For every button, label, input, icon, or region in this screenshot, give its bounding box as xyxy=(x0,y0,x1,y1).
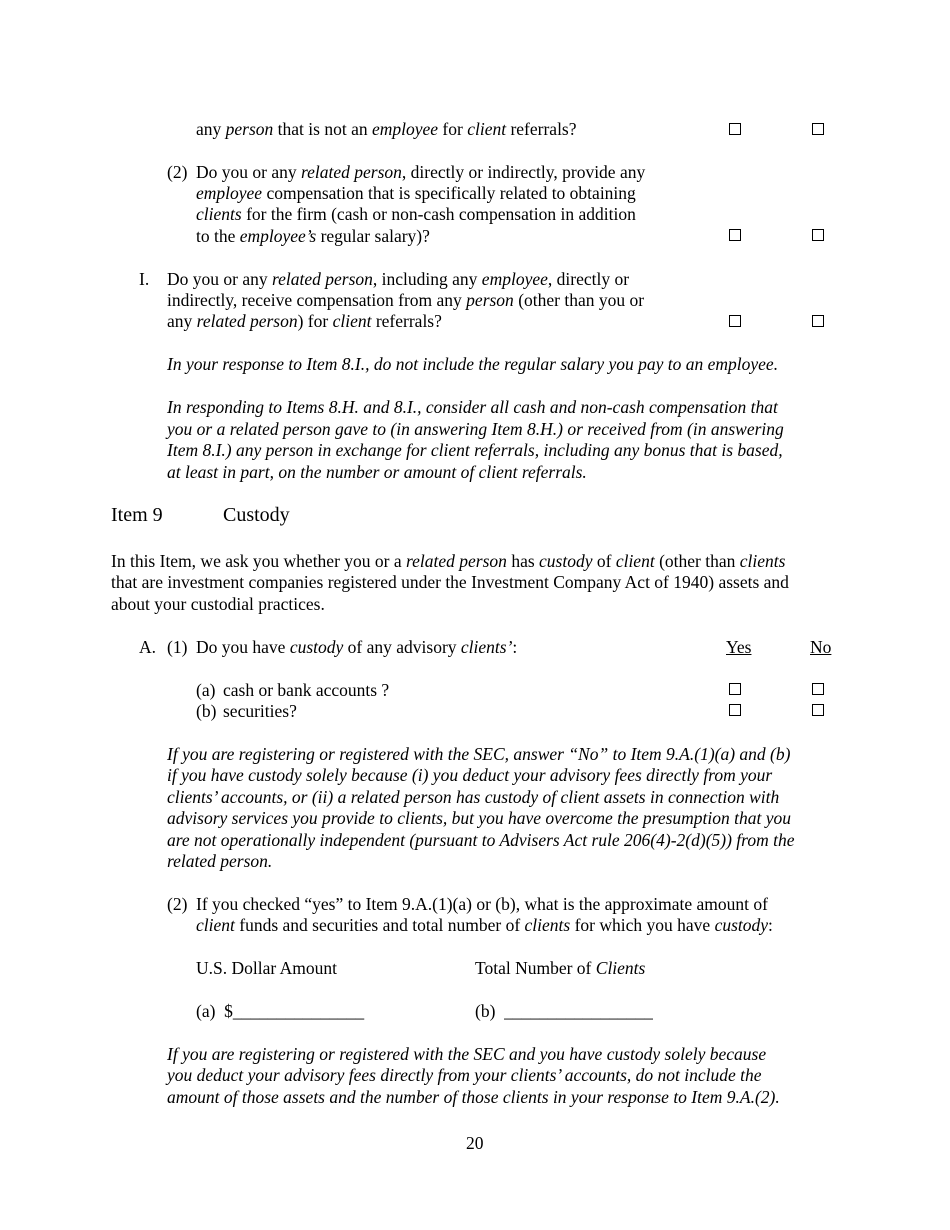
item-8h2-number: (2) xyxy=(167,162,188,182)
note-items-8h-8i-line: at least in part, on the number or amount of client referrals. xyxy=(167,462,587,482)
item-8i-no-checkbox[interactable] xyxy=(812,315,824,327)
item-9-number: Item 9 xyxy=(111,504,163,526)
note-item-9a1-line: clients’ accounts, or (ii) a related person has custody of client assets in connection with xyxy=(167,787,780,807)
item-9a1b-text: securities? xyxy=(223,701,297,721)
item-9a1a-label: (a) xyxy=(196,680,216,700)
no-column-header: No xyxy=(810,637,832,657)
item-9a1b-label: (b) xyxy=(196,701,217,721)
note-item-8i: In your response to Item 8.I., do not include the regular salary you pay to an employee. xyxy=(167,354,779,374)
us-dollar-amount-label: U.S. Dollar Amount xyxy=(196,958,337,978)
note-item-9a1-line: If you are registering or registered with the SEC, answer “No” to Item 9.A.(1)(a) and (b) xyxy=(167,744,791,764)
item-8i-line: any related person) for client referrals? xyxy=(167,311,442,331)
item-9a1-number: (1) xyxy=(167,637,188,657)
item-9a1a-yes-checkbox[interactable] xyxy=(729,683,741,695)
item-8h2-yes-checkbox[interactable] xyxy=(729,229,741,241)
item-9a1a-no-checkbox[interactable] xyxy=(812,683,824,695)
item-9-intro-line: that are investment companies registered under the Investment Company Act of 1940) assets and xyxy=(111,572,789,592)
item-9a2-line: If you checked “yes” to Item 9.A.(1)(a) or (b), what is the approximate amount of xyxy=(196,894,768,914)
note-items-8h-8i-line: In responding to Items 8.H. and 8.I., consider all cash and non-cash compensation that xyxy=(167,397,778,417)
item-8h2-no-checkbox[interactable] xyxy=(812,229,824,241)
dollar-amount-field[interactable]: (a) $_______________ xyxy=(196,1001,365,1021)
item-8h1-yes-checkbox[interactable] xyxy=(729,123,741,135)
item-9a1b-yes-checkbox[interactable] xyxy=(729,704,741,716)
page-number: 20 xyxy=(466,1133,484,1153)
note-items-8h-8i-line: you or a related person gave to (in answering Item 8.H.) or received from (in answering xyxy=(167,419,784,439)
total-number-of-clients-label: Total Number of Clients xyxy=(475,958,646,978)
item-9a1a-text: cash or bank accounts ? xyxy=(223,680,390,700)
number-of-clients-field[interactable]: (b) _________________ xyxy=(475,1001,653,1021)
item-9-intro-line: about your custodial practices. xyxy=(111,594,325,614)
note-item-9a1-line: advisory services you provide to clients, but you have overcome the presumption that you xyxy=(167,808,792,828)
item-8h1-no-checkbox[interactable] xyxy=(812,123,824,135)
item-8h2-line: clients for the firm (cash or non-cash compensation in addition xyxy=(196,204,636,224)
note-items-8h-8i-line: Item 8.I.) any person in exchange for client referrals, including any bonus that is based, xyxy=(167,440,783,460)
note-item-9a2-line: If you are registering or registered with the SEC and you have custody solely because xyxy=(167,1044,767,1064)
item-9a-letter: A. xyxy=(139,637,157,657)
item-8i-letter: I. xyxy=(139,269,150,289)
item-9-title: Custody xyxy=(223,504,290,526)
item-9a2-number: (2) xyxy=(167,894,188,914)
note-item-9a1-line: related person. xyxy=(167,851,273,871)
item-8h1-continued-line: any person that is not an employee for client referrals? xyxy=(196,119,577,139)
note-item-9a1-line: are not operationally independent (pursuant to Advisers Act rule 206(4)-2(d)(5)) from the xyxy=(167,830,795,850)
item-8i-line: Do you or any related person, including any employee, directly or xyxy=(167,269,630,289)
item-8h2-line: employee compensation that is specifically related to obtaining xyxy=(196,183,636,203)
item-9a1b-no-checkbox[interactable] xyxy=(812,704,824,716)
item-9a2-line: client funds and securities and total number of clients for which you have custody: xyxy=(196,915,773,935)
note-item-9a2-line: amount of those assets and the number of those clients in your response to Item 9.A.(2). xyxy=(167,1087,780,1107)
yes-column-header: Yes xyxy=(726,637,752,657)
item-8i-yes-checkbox[interactable] xyxy=(729,315,741,327)
note-item-9a2-line: you deduct your advisory fees directly from your clients’ accounts, do not include the xyxy=(167,1065,762,1085)
item-9a1-question: Do you have custody of any advisory clients’: xyxy=(196,637,518,657)
item-8i-line: indirectly, receive compensation from any person (other than you or xyxy=(167,290,645,310)
item-8h2-line: to the employee’s regular salary)? xyxy=(196,226,430,246)
item-8h2-line: Do you or any related person, directly or indirectly, provide any xyxy=(196,162,646,182)
note-item-9a1-line: if you have custody solely because (i) you deduct your advisory fees directly from your xyxy=(167,765,773,785)
item-9-intro-line: In this Item, we ask you whether you or a related person has custody of client (other than clients xyxy=(111,551,786,571)
